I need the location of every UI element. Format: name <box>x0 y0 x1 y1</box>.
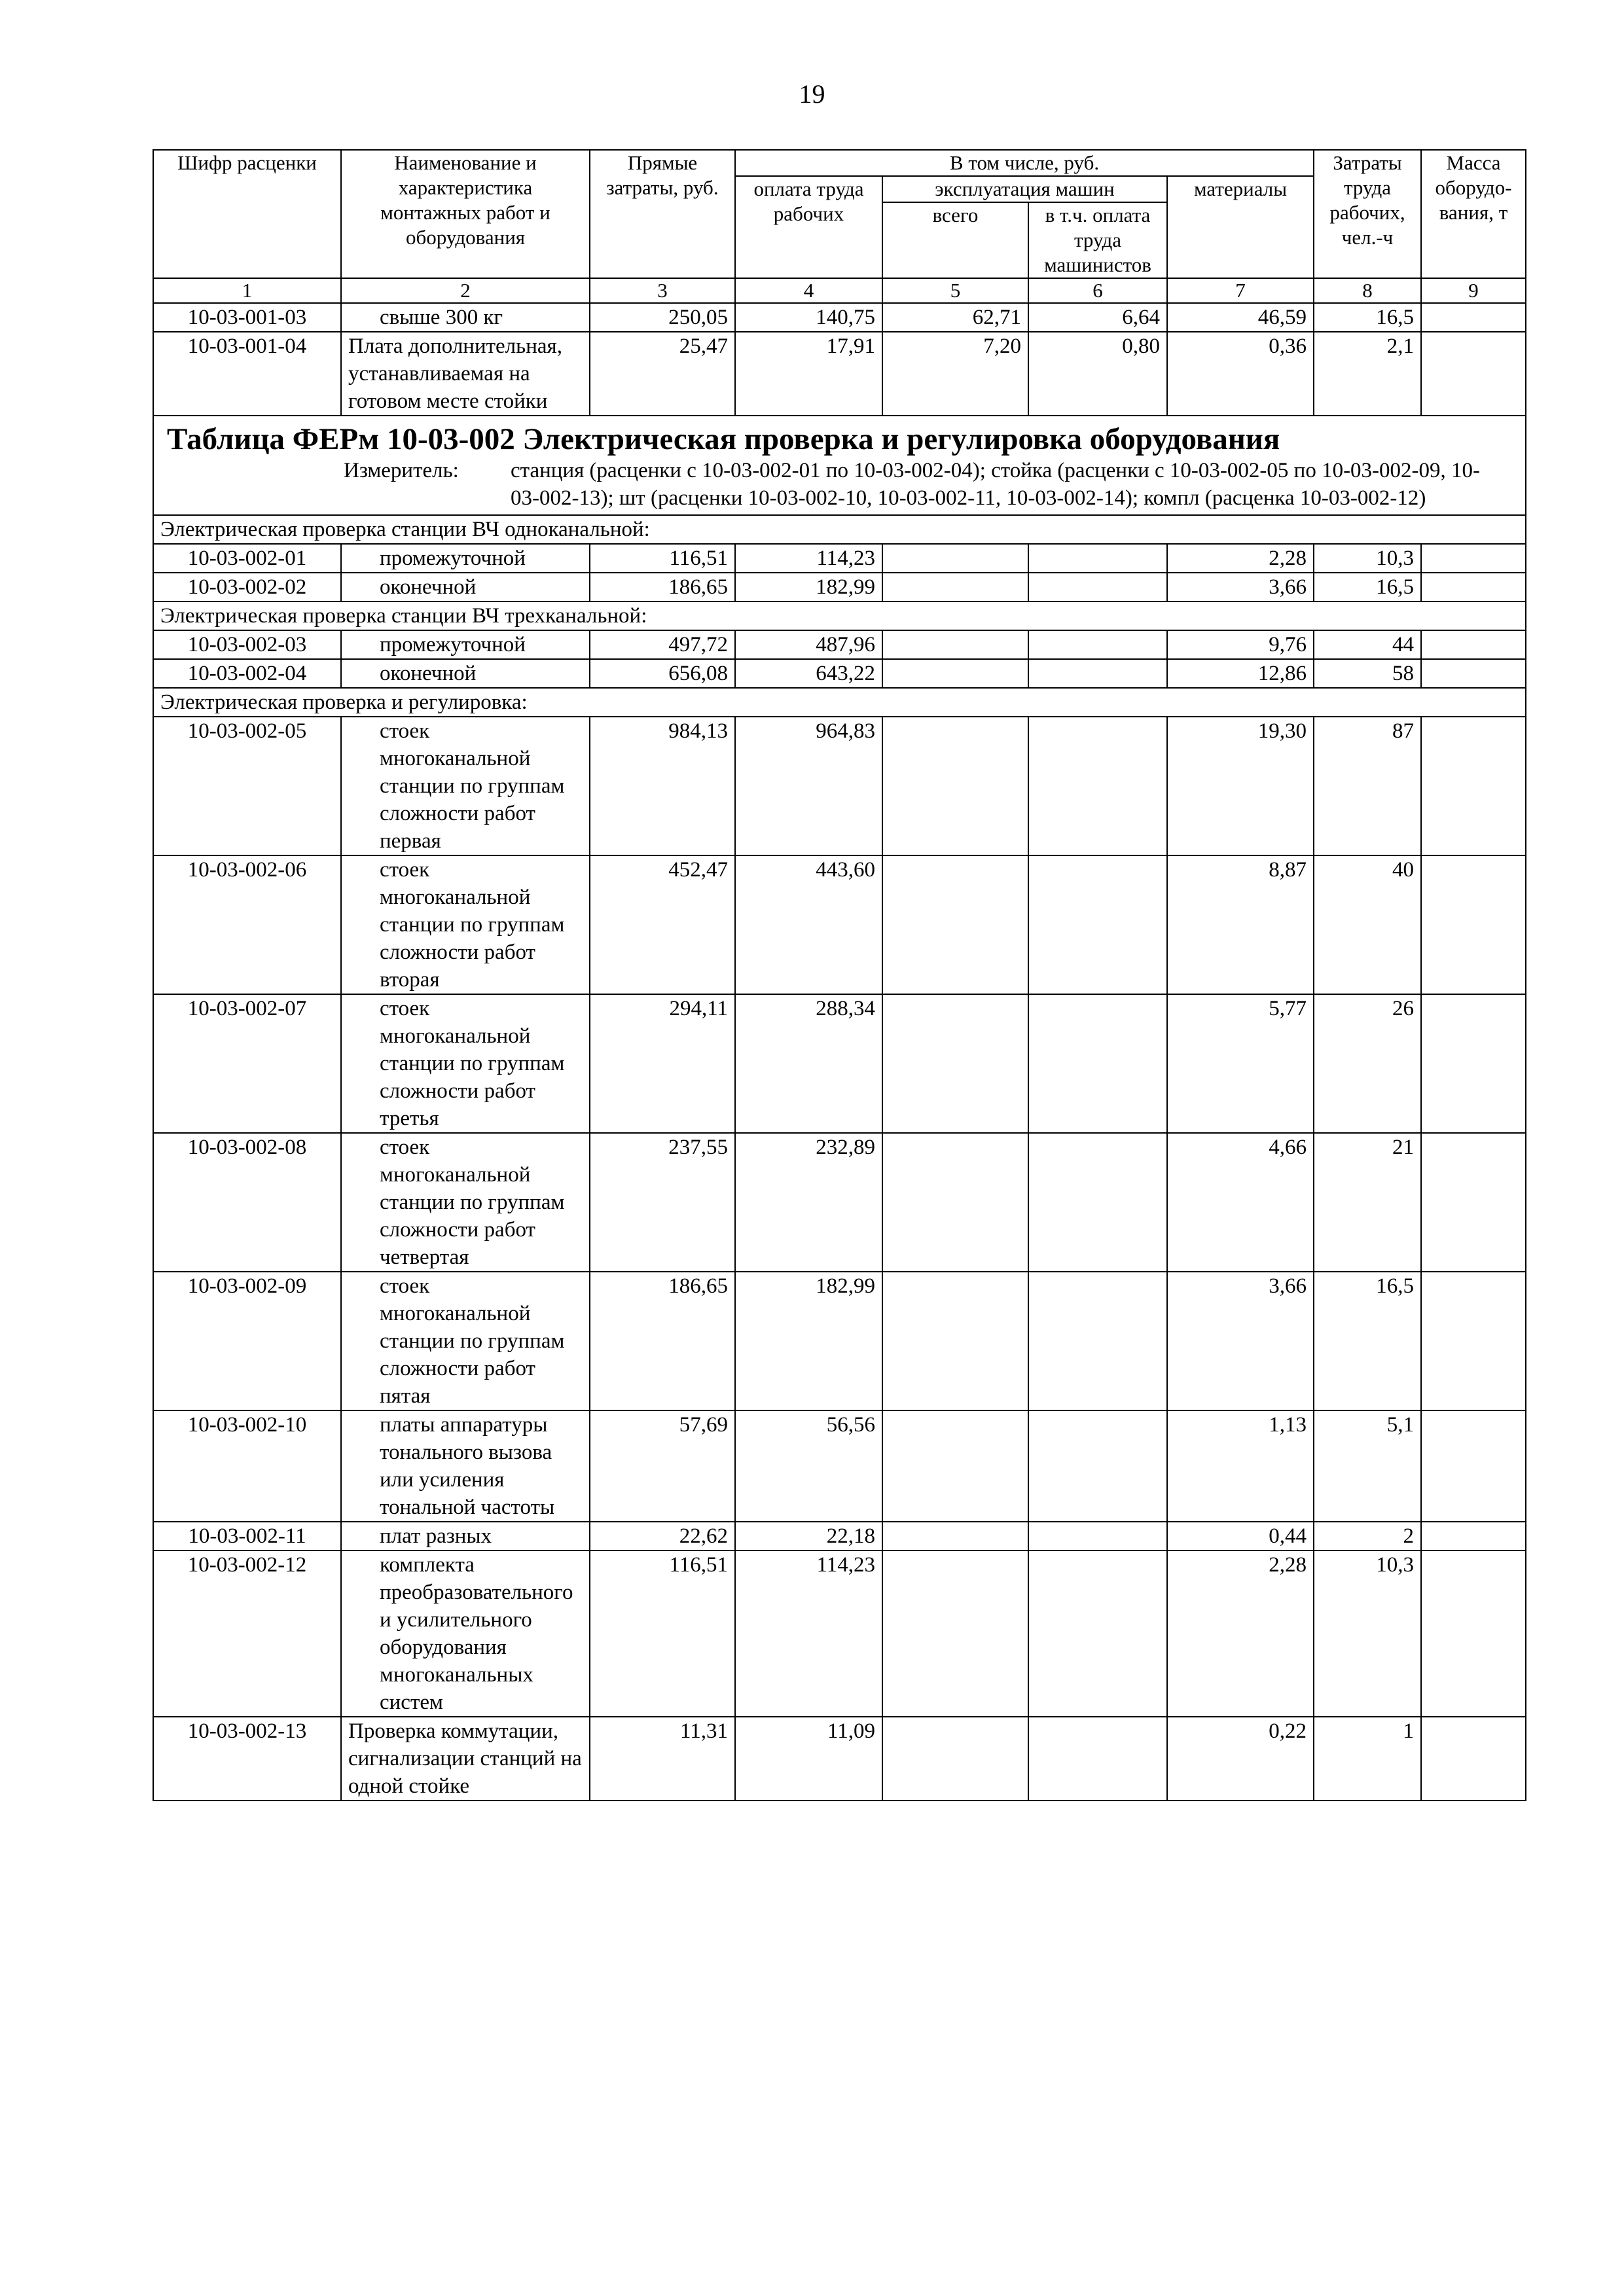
rate-name-cell: плат разных <box>341 1522 590 1551</box>
direct-costs-cell: 237,55 <box>590 1133 735 1272</box>
machinist-pay-cell <box>1028 544 1167 573</box>
rate-name-cell: промежуточной <box>341 630 590 659</box>
machine-total-cell <box>882 1272 1028 1410</box>
rate-code-cell: 10-03-002-07 <box>153 994 341 1133</box>
column-number: 8 <box>1314 278 1421 303</box>
direct-costs-cell: 25,47 <box>590 332 735 416</box>
page-number: 19 <box>799 79 825 109</box>
direct-costs-cell: 984,13 <box>590 717 735 855</box>
rate-code-cell: 10-03-002-11 <box>153 1522 341 1551</box>
header-equipment-mass: Масса оборудо-вания, т <box>1421 150 1526 278</box>
group-header-row <box>153 688 1526 717</box>
direct-costs-cell: 116,51 <box>590 544 735 573</box>
machinist-pay-cell <box>1028 1272 1167 1410</box>
rate-name-cell: стоек многоканальной станции по группам сложности работ первая <box>341 717 590 855</box>
table-row <box>153 1410 1526 1522</box>
direct-costs-cell: 57,69 <box>590 1410 735 1522</box>
materials-cell: 9,76 <box>1167 630 1314 659</box>
machinist-pay-cell <box>1028 630 1167 659</box>
direct-costs-cell: 186,65 <box>590 1272 735 1410</box>
materials-cell: 0,36 <box>1167 332 1314 416</box>
labor-pay-cell: 17,91 <box>735 332 882 416</box>
header-labor-costs: Затраты труда рабочих, чел.-ч <box>1314 150 1421 278</box>
section-title: Таблица ФЕРм 10-03-002 Электрическая проверка и регулировка оборудования <box>167 422 1280 456</box>
rate-code-cell: 10-03-002-05 <box>153 717 341 855</box>
header-machine-operation: эксплуатация машин <box>882 176 1167 202</box>
machine-total-cell <box>882 1522 1028 1551</box>
table-row <box>153 855 1526 994</box>
labor-pay-cell: 443,60 <box>735 855 882 994</box>
materials-cell: 3,66 <box>1167 573 1314 601</box>
rate-name-cell: стоек многоканальной станции по группам сложности работ третья <box>341 994 590 1133</box>
machine-total-cell <box>882 717 1028 855</box>
machinist-pay-cell <box>1028 994 1167 1133</box>
machine-total-cell <box>882 1551 1028 1717</box>
table-row <box>153 303 1526 332</box>
equipment-mass-cell <box>1421 994 1526 1133</box>
materials-cell: 12,86 <box>1167 659 1314 688</box>
labor-hours-cell: 2 <box>1314 1522 1421 1551</box>
machinist-pay-cell <box>1028 717 1167 855</box>
materials-cell: 3,66 <box>1167 1272 1314 1410</box>
rate-code-cell: 10-03-002-03 <box>153 630 341 659</box>
direct-costs-cell: 294,11 <box>590 994 735 1133</box>
materials-cell: 2,28 <box>1167 544 1314 573</box>
materials-cell: 8,87 <box>1167 855 1314 994</box>
labor-hours-cell: 40 <box>1314 855 1421 994</box>
machinist-pay-cell <box>1028 1522 1167 1551</box>
machine-total-cell <box>882 544 1028 573</box>
direct-costs-cell: 656,08 <box>590 659 735 688</box>
rate-code-cell: 10-03-002-08 <box>153 1133 341 1272</box>
machinist-pay-cell <box>1028 573 1167 601</box>
rate-code-cell: 10-03-001-03 <box>153 303 341 332</box>
labor-hours-cell: 10,3 <box>1314 1551 1421 1717</box>
machine-total-cell <box>882 573 1028 601</box>
group-title: Электрическая проверка станции ВЧ трехканальной: <box>153 601 1526 630</box>
header-labor-pay: оплата труда рабочих <box>735 176 882 278</box>
machinist-pay-cell <box>1028 855 1167 994</box>
rates-table <box>153 149 1526 1801</box>
column-number: 3 <box>590 278 735 303</box>
rate-code-cell: 10-03-001-04 <box>153 332 341 416</box>
labor-hours-cell: 16,5 <box>1314 1272 1421 1410</box>
machine-total-cell <box>882 1133 1028 1272</box>
table-row <box>153 544 1526 573</box>
labor-hours-cell: 58 <box>1314 659 1421 688</box>
column-number: 9 <box>1421 278 1526 303</box>
rate-name-cell: комплекта преобразовательного и усилительного оборудования многоканальных систем <box>341 1551 590 1717</box>
machine-total-cell: 7,20 <box>882 332 1028 416</box>
table-row <box>153 630 1526 659</box>
column-number: 1 <box>153 278 341 303</box>
group-header-row <box>153 601 1526 630</box>
labor-hours-cell: 2,1 <box>1314 332 1421 416</box>
rate-code-cell: 10-03-002-12 <box>153 1551 341 1717</box>
labor-hours-cell: 16,5 <box>1314 573 1421 601</box>
rate-code-cell: 10-03-002-01 <box>153 544 341 573</box>
materials-cell: 1,13 <box>1167 1410 1314 1522</box>
meter-text: станция (расценки с 10-03-002-01 по 10-03-002-04); стойка (расценки с 10-03-002-05 по 10-03-002-09, 10-03-002-13); шт (расценки 10-03-002-10, 10-03-002-11, 10-03-002-14); компл (расценка 10-03-002-12) <box>511 459 1481 510</box>
column-number: 2 <box>341 278 590 303</box>
materials-cell: 0,44 <box>1167 1522 1314 1551</box>
labor-pay-cell: 56,56 <box>735 1410 882 1522</box>
labor-pay-cell: 232,89 <box>735 1133 882 1272</box>
labor-hours-cell: 10,3 <box>1314 544 1421 573</box>
equipment-mass-cell <box>1421 332 1526 416</box>
labor-hours-cell: 21 <box>1314 1133 1421 1272</box>
header-direct-costs: Прямые затраты, руб. <box>590 150 735 278</box>
machine-total-cell <box>882 855 1028 994</box>
group-title: Электрическая проверка и регулировка: <box>153 688 1526 717</box>
header-code: Шифр расценки <box>153 150 341 278</box>
labor-pay-cell: 140,75 <box>735 303 882 332</box>
rate-name-cell: платы аппаратуры тонального вызова или усиления тональной частоты <box>341 1410 590 1522</box>
materials-cell: 2,28 <box>1167 1551 1314 1717</box>
labor-pay-cell: 182,99 <box>735 573 882 601</box>
labor-pay-cell: 114,23 <box>735 544 882 573</box>
labor-hours-cell: 5,1 <box>1314 1410 1421 1522</box>
table-header <box>153 150 1526 303</box>
rate-name-cell: стоек многоканальной станции по группам сложности работ пятая <box>341 1272 590 1410</box>
labor-pay-cell: 964,83 <box>735 717 882 855</box>
labor-hours-cell: 16,5 <box>1314 303 1421 332</box>
direct-costs-cell: 11,31 <box>590 1717 735 1801</box>
rate-name-cell: оконечной <box>341 659 590 688</box>
table-row <box>153 1133 1526 1272</box>
section-header-cell <box>153 416 1526 515</box>
table-row <box>153 659 1526 688</box>
labor-pay-cell: 182,99 <box>735 1272 882 1410</box>
equipment-mass-cell <box>1421 1272 1526 1410</box>
rate-name-cell: Плата дополнительная, устанавливаемая на готовом месте стойки <box>341 332 590 416</box>
equipment-mass-cell <box>1421 303 1526 332</box>
rate-code-cell: 10-03-002-06 <box>153 855 341 994</box>
labor-pay-cell: 643,22 <box>735 659 882 688</box>
direct-costs-cell: 250,05 <box>590 303 735 332</box>
header-materials: материалы <box>1167 176 1314 278</box>
equipment-mass-cell <box>1421 1717 1526 1801</box>
labor-pay-cell: 11,09 <box>735 1717 882 1801</box>
rate-code-cell: 10-03-002-02 <box>153 573 341 601</box>
direct-costs-cell: 497,72 <box>590 630 735 659</box>
table-row <box>153 1717 1526 1801</box>
table-row <box>153 1272 1526 1410</box>
table-row <box>153 994 1526 1133</box>
equipment-mass-cell <box>1421 1133 1526 1272</box>
column-number: 7 <box>1167 278 1314 303</box>
machinist-pay-cell <box>1028 1551 1167 1717</box>
machine-total-cell <box>882 1410 1028 1522</box>
labor-pay-cell: 288,34 <box>735 994 882 1133</box>
equipment-mass-cell <box>1421 630 1526 659</box>
rate-code-cell: 10-03-002-10 <box>153 1410 341 1522</box>
group-rows <box>153 515 1526 1801</box>
table-row <box>153 573 1526 601</box>
rate-name-cell: стоек многоканальной станции по группам сложности работ вторая <box>341 855 590 994</box>
labor-pay-cell: 487,96 <box>735 630 882 659</box>
machine-total-cell <box>882 1717 1028 1801</box>
labor-hours-cell: 1 <box>1314 1717 1421 1801</box>
rate-name-cell: оконечной <box>341 573 590 601</box>
table-section <box>153 416 1526 515</box>
header-machine-total: всего <box>882 202 1028 278</box>
column-numbers-row <box>153 278 1526 303</box>
column-number: 5 <box>882 278 1028 303</box>
materials-cell: 0,22 <box>1167 1717 1314 1801</box>
equipment-mass-cell <box>1421 659 1526 688</box>
equipment-mass-cell <box>1421 855 1526 994</box>
table-row <box>153 1551 1526 1717</box>
direct-costs-cell: 186,65 <box>590 573 735 601</box>
labor-hours-cell: 44 <box>1314 630 1421 659</box>
table-row <box>153 332 1526 416</box>
machine-total-cell <box>882 630 1028 659</box>
machine-total-cell <box>882 659 1028 688</box>
header-name: Наименование и характеристика монтажных работ и оборудования <box>341 150 590 278</box>
machinist-pay-cell <box>1028 659 1167 688</box>
machinist-pay-cell: 6,64 <box>1028 303 1167 332</box>
labor-pay-cell: 114,23 <box>735 1551 882 1717</box>
direct-costs-cell: 452,47 <box>590 855 735 994</box>
top-rows <box>153 303 1526 416</box>
table-row <box>153 1522 1526 1551</box>
machine-total-cell <box>882 994 1028 1133</box>
direct-costs-cell: 116,51 <box>590 1551 735 1717</box>
rate-name-cell: промежуточной <box>341 544 590 573</box>
machine-total-cell: 62,71 <box>882 303 1028 332</box>
equipment-mass-cell <box>1421 544 1526 573</box>
rate-name-cell: Проверка коммутации, сигнализации станций на одной стойке <box>341 1717 590 1801</box>
materials-cell: 19,30 <box>1167 717 1314 855</box>
group-header-row <box>153 515 1526 544</box>
labor-pay-cell: 22,18 <box>735 1522 882 1551</box>
group-title: Электрическая проверка станции ВЧ одноканальной: <box>153 515 1526 544</box>
direct-costs-cell: 22,62 <box>590 1522 735 1551</box>
equipment-mass-cell <box>1421 1551 1526 1717</box>
rate-code-cell: 10-03-002-13 <box>153 1717 341 1801</box>
labor-hours-cell: 26 <box>1314 994 1421 1133</box>
table-row <box>153 717 1526 855</box>
equipment-mass-cell <box>1421 573 1526 601</box>
meter-label: Измеритель: <box>344 459 459 482</box>
header-machinist-pay: в т.ч. оплата труда машинистов <box>1028 202 1167 278</box>
column-number: 6 <box>1028 278 1167 303</box>
machinist-pay-cell <box>1028 1410 1167 1522</box>
rate-name-cell: свыше 300 кг <box>341 303 590 332</box>
materials-cell: 5,77 <box>1167 994 1314 1133</box>
equipment-mass-cell <box>1421 717 1526 855</box>
equipment-mass-cell <box>1421 1522 1526 1551</box>
rate-name-cell: стоек многоканальной станции по группам сложности работ четвертая <box>341 1133 590 1272</box>
machinist-pay-cell: 0,80 <box>1028 332 1167 416</box>
labor-hours-cell: 87 <box>1314 717 1421 855</box>
materials-cell: 4,66 <box>1167 1133 1314 1272</box>
rate-code-cell: 10-03-002-09 <box>153 1272 341 1410</box>
materials-cell: 46,59 <box>1167 303 1314 332</box>
machinist-pay-cell <box>1028 1133 1167 1272</box>
meter <box>160 457 1519 514</box>
column-number: 4 <box>735 278 882 303</box>
equipment-mass-cell <box>1421 1410 1526 1522</box>
header-including: В том числе, руб. <box>735 150 1314 176</box>
machinist-pay-cell <box>1028 1717 1167 1801</box>
rate-code-cell: 10-03-002-04 <box>153 659 341 688</box>
